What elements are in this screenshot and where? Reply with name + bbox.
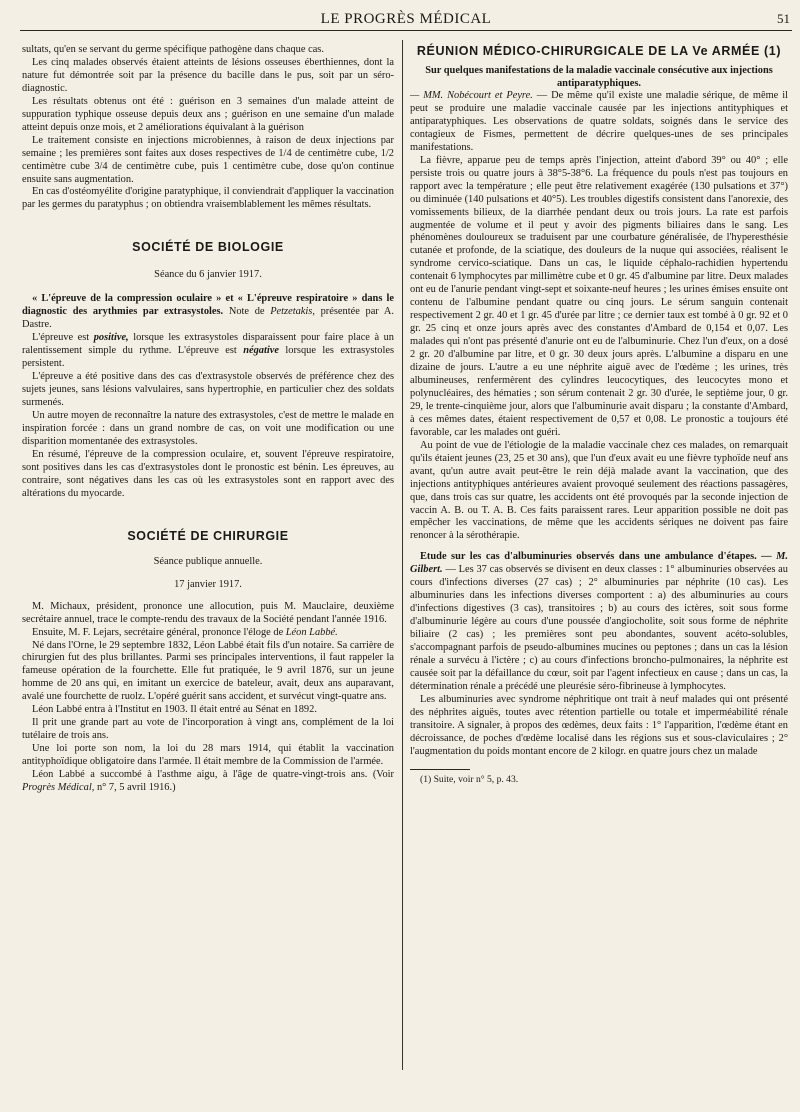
- footnote: (1) Suite, voir n° 5, p. 43.: [420, 773, 519, 785]
- text-span: Note de: [223, 306, 271, 318]
- page-number: 51: [777, 11, 790, 26]
- paragraph: Les albuminuries avec syndrome néphritique ont trait à neuf malades qui ont présenté des néphrites aiguës, toutes avec rétention partielle ou totale et imperméabilité rénale transitoire. A signaler, à propos des œdèmes, deux faits : 1° l'apparition, l'œdème étant en décroissance, de poches d'œdème localisé dans les régions sus et sous-claviculaires ; 2° l'augmentation du poids montant encore de 2 kilogr. en quatre jours chez un malade: [410, 693, 788, 757]
- text-span: — Les 37 cas observés se divisent en deux classes : 1° albuminuries observées au cours d'infections diverses (27 cas) ; 2° albuminuries par néphrite (10 cas). Les albuminuries dans les infections diverses comportent : a) des albuminuries au cours d'infections digestives (3 cas), transitoires ; b) au cours des ictères, soit sous forme d'albuminurie légère au cours d'une poussée d'angiocholite, soit sous forme de néphrite biliaire (2 cas) ; les premières sont peu abondantes, souvent acéto-solubles, s'accompagnant parfois de pseudo-albumines mucines ou peptones ; dans un cas la lésion rénale a survécu à l'ictère ; c) au cours d'infections broncho-pulmonaires, la néphrite est causée soit par la défaillance du cœur, soit par l'agent infectieux en cause ; dans un cas, la détermination rénale a précédé une pleurésie séro-fibrineuse à lymphocytes.: [410, 564, 788, 692]
- paragraph: Le traitement consiste en injections microbiennes, à raison de deux injections par semaine ; les premières sont faites aux doses respectives de 1/4 de centimètre cube, 1/2 centimètre cube 3/4 de centimètre cube, puis 1 centimètre cube, dose qu'on continue ensuite sans augmentation.: [22, 134, 394, 185]
- text-span: lorsque les extrasystoles persistent.: [22, 345, 394, 370]
- text-span: , présentée par A. Dastre.: [22, 306, 394, 331]
- text-span: — De même qu'il existe une maladie sérique, de même il peut se produire une maladie vaccinale causée par les injections antityphiques et antiparatyphiques. Les observations de quatre soldats, soignés dans le service des contagieux de Fismes, permettent de décrire quelques-unes de ses principales manifestations.: [410, 90, 788, 153]
- footnote-rule: [410, 769, 470, 770]
- article-heading: Etude sur les cas d'albuminuries observés dans une ambulance d'étapes.: [420, 551, 757, 563]
- section-title-biologie: SOCIÉTÉ DE BIOLOGIE: [132, 240, 284, 255]
- article-heading: « L'épreuve de la compression oculaire » et « L'épreuve respiratoire » dans le diagnostic des arythmies par extrasystoles.: [22, 293, 394, 318]
- session-date: Séance du 6 janvier 1917.: [154, 269, 262, 281]
- paragraph: Né dans l'Orne, le 29 septembre 1832, Léon Labbé était fils d'un notaire. Sa carrière de chirurgien fut des plus brillantes. Parmi ses principales interventions, il faut rappeler la fameuse opération de la fourchette. Elle fut pratiquée, le 9 avril 1876, sur un jeune homme de 20 ans qui, en imitant un exercice de bateleur, avait, deux ans auparavant, avalé une fourchette de ruolz. L'opéré guérit sans accident, et survécut vingt-quatre ans.: [22, 639, 394, 703]
- article-lead: [410, 90, 788, 155]
- paragraph: [22, 769, 394, 795]
- journal-title: LE PROGRÈS MÉDICAL: [320, 11, 492, 27]
- emphasis: négative: [243, 345, 279, 357]
- text-span: L'épreuve est: [32, 332, 94, 344]
- section-title-chirurgie: SOCIÉTÉ DE CHIRURGIE: [127, 528, 289, 543]
- left-column: [22, 44, 394, 795]
- paragraph: [22, 627, 394, 640]
- paragraph: sultats, qu'en se servant du germe spécifique pathogène dans chaque cas.: [22, 44, 324, 55]
- text-span: Ensuite, M. F. Lejars, secrétaire général, prononce l'éloge de: [32, 626, 286, 638]
- paragraph: Un autre moyen de reconnaître la nature des extrasystoles, c'est de mettre le malade en inspiration forcée : dans un grand nombre de cas, on voit une modification ou une disparition momentanée des extrasystoles.: [22, 409, 394, 447]
- author-name: — M. Gilbert.: [410, 551, 788, 576]
- article-lead: [410, 551, 788, 693]
- text-span: Léon Labbé a succombé à l'asthme aigu, à l'âge de quatre-vingt-trois ans. (Voir: [32, 769, 394, 781]
- paragraph: M. Michaux, président, prononce une allocution, puis M. Mauclaire, deuxième secrétaire annuel, trace le compte-rendu des travaux de la Société pendant l'année 1916.: [22, 600, 394, 625]
- page-header: [20, 8, 792, 31]
- person-name: Léon Labbé.: [285, 626, 338, 638]
- text-span: n° 7, 5 avril 1916.): [94, 781, 176, 793]
- paragraph: Il prit une grande part au vote de l'incorporation à vingt ans, complément de la loi tutélaire de trois ans.: [22, 717, 394, 742]
- column-divider: [402, 40, 403, 1070]
- emphasis: positive,: [93, 332, 129, 344]
- text-span: lorsque les extrasystoles disparaissent pour faire place à un ralentissement simple du rythme. L'épreuve est: [22, 332, 394, 357]
- paragraph: Léon Labbé entra à l'Institut en 1903. Il était entré au Sénat en 1892.: [32, 704, 317, 716]
- article-lead: [22, 293, 394, 332]
- author-name: Petzetakis: [270, 306, 313, 318]
- paragraph: [22, 332, 394, 371]
- session-type: Séance publique annuelle.: [153, 555, 263, 567]
- article-heading: Sur quelques manifestations de la maladie vaccinale consécutive aux injections antiparatyphiques.: [425, 65, 773, 89]
- paragraph: En cas d'ostéomyélite d'origine paratyphique, il conviendrait d'appliquer la vaccination par les germes du paratyphus ; on obtiendra vraisemblablement les mêmes résultats.: [22, 186, 394, 211]
- session-date: 17 janvier 1917.: [174, 578, 242, 590]
- author-names: — MM. Nobécourt et Peyre.: [410, 90, 533, 101]
- right-column: [410, 44, 788, 786]
- paragraph: Les résultats obtenus ont été : guérison en 3 semaines d'un malade atteint de suppuration typhique osseuse depuis deux ans ; guérison en une semaine d'un malade atteint depuis onze mois, et 2 améliorations équivalant à la guérison: [22, 95, 394, 133]
- paragraph: Les cinq malades observés étaient atteints de lésions osseuses éberthiennes, dont la nature fut démontrée soit par la présence du bacille dans le pus, soit par un séro-diagnostic.: [22, 56, 394, 94]
- paragraph: Au point de vue de l'étiologie de la maladie vaccinale chez ces malades, on remarquait qu'ils étaient jeunes (23, 25 et 30 ans), que l'un d'eux avait eu une fièvre typhoïde neuf ans avant, qu'un autre avait peut-être le rein déjà malade avant la vaccination, que des injections antityphiques antérieures avaient provoqué seulement des réactions passagères, que, dans trois cas sur quatre, les accidents ont été provoqués par la seconde injection de vaccin A. B. ou T. A. B. Ces faits paraissent rares. Leur apparition possible ne doit pas empêcher les vaccinations, de même que les accidents sériques ne doivent pas faire renoncer à la sérothérapie.: [410, 439, 788, 542]
- paragraph: L'épreuve a été positive dans des cas d'extrasystole observés de préférence chez des sujets jeunes, sans lésions valvulaires, sans hypertrophie, en particulier chez des soldats surmenés.: [22, 371, 394, 409]
- section-title-reunion: RÉUNION MÉDICO-CHIRURGICALE DE LA Ve ARMÉE (1): [416, 44, 782, 58]
- paragraph: Une loi porte son nom, la loi du 28 mars 1914, qui établit la vaccination antityphoïdique obligatoire dans l'armée. Il était membre de la Commission de l'armée.: [22, 743, 394, 768]
- paragraph: En résumé, l'épreuve de la compression oculaire, et, souvent l'épreuve respiratoire, sont positives dans les cas d'extrasystoles dont le pronostic est bénin. Les épreuves, au contraire, sont négatives dans les cas où les extrasystoles sont en rapport avec des altérations du myocarde.: [22, 448, 394, 499]
- paragraph: La fièvre, apparue peu de temps après l'injection, atteint d'abord 39° ou 40° ; elle persiste trois ou quatre jours à 38°5-38°6. La fréquence du pouls n'est pas toujours en rapport avec la température ; elle peut être relativement exagérée (130 pulsations et 37°) ou diminuée (140 pulsations et 40°5). Les troubles digestifs consistent dans l'anorexie, des vomissements bilieux, de la diarrhée pendant deux ou trois jours. La rate est parfois augmentée de volume et il peut y avoir des pigments biliaires dans le sang. Les phénomènes douloureux se traduisent par une courbature généralisée, de l'hyperesthésie cutanée et profonde, de la sciatique, des douleurs de la nuque qui associées, réalisent le syndrome cervico-sciatique. Dans un cas, le liquide céphalo-rachidien hypertendu contenait 6 lymphocytes par millimètre cube et 0 gr. 45 d'albumine par litre. Deux malades ont eu de l'anurie pendant vingt-sept et soixante-neuf heures ; les urines émises ensuite ont contenu de l'albumine pendant quatre ou cinq jours. Le sérum sanguin contenait respectivement 2 gr. 40 et 1 gr. 45 d'urée par litre ; ce dernier taux est tombé à 0 gr. 92 et 0 gr. 25 cinq et onze jours après avec des constantes d'Ambard de 0,154 et 0,07. Les malades qui n'ont pas présenté d'anurie ont eu de l'albuminurie. Chez l'un d'eux, on a dosé 2 gr. 20 d'albumine par litre, et 0 gr. 30 deux jours après. L'albumine a disparu en une dizaine de jours. L'autre a eu une néphrite aiguë avec de l'œdème ; les urines, très albumineuses, renfermèrent des cylindres leucocytiques, des leucocytes mono et polynucléaires, des hématies ; son sérum contenait 2 gr. 30 d'urée, le septième jour, 0 gr. 29, le trente-cinquième jour, alors que l'albuminurie avait disparu ; la constante d'Ambard, à ces mêmes dates, étaient respectivement de 0,57 et 0,08. Le pronostic a toujours été favorable, car les malades ont guéri.: [410, 154, 788, 438]
- journal-reference: Progrès Médical,: [22, 781, 95, 793]
